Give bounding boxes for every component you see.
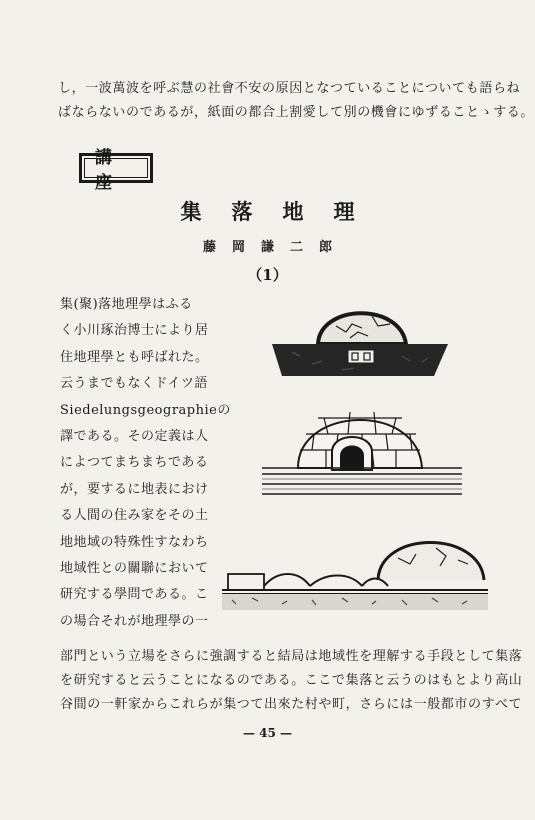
pit-dwelling-illustration [272, 298, 448, 380]
column-line: 集(聚)落地理學はふる [60, 297, 193, 312]
column-line: 地域性との關聯において [60, 560, 209, 576]
body-text [60, 647, 523, 719]
intro-line-2: ばならないのであるが，紙面の都合上割愛して別の機會にゆずることゝする。 [58, 105, 535, 120]
column-line: 譯である。その定義は人 [60, 428, 209, 444]
column-line: 地地域の特殊性すなわち [60, 534, 209, 550]
page-number: — 45 — [242, 726, 293, 740]
column-line: る人間の住み家をその土 [60, 508, 209, 524]
body-line: 部門という立場をさらに強調すると結局は地域性を理解する手段として集落 [60, 649, 523, 664]
column-line: 云うまでもなくドイツ語 [60, 376, 208, 392]
column-line: 研究する學問である。こ [60, 587, 209, 603]
body-line: を研究すると云うことになるのである。ここで集落と云うのはもとより高山 [60, 673, 523, 688]
intro-line-1: し，一波萬波を呼ぶ慧の社會不安の原因となつていることについても語らね [58, 81, 521, 96]
article-title: 集落地理 [180, 199, 385, 224]
body-line: 谷間の一軒家からこれらが集つて出來た村や町，さらには一般都市のすべて [60, 697, 523, 712]
column-line: 住地理學とも呼ばれた。 [60, 349, 209, 365]
author-name: 藤岡謙二郎 [202, 240, 348, 255]
igloo-illustration [262, 394, 462, 504]
column-line: く小川琢治博士により居 [60, 323, 209, 339]
column-line: の場合それが地理學の一 [60, 613, 209, 629]
column-line: によつてまちまちである [60, 455, 209, 471]
lecture-label-box [79, 148, 153, 193]
section-number: （1） [247, 266, 288, 284]
vaulted-dwelling-illustration [222, 528, 488, 614]
lecture-label: 講座 [84, 158, 148, 178]
column-line: Siedelungsgeographieの [60, 402, 231, 418]
column-line: が，要するに地表におけ [60, 481, 209, 497]
